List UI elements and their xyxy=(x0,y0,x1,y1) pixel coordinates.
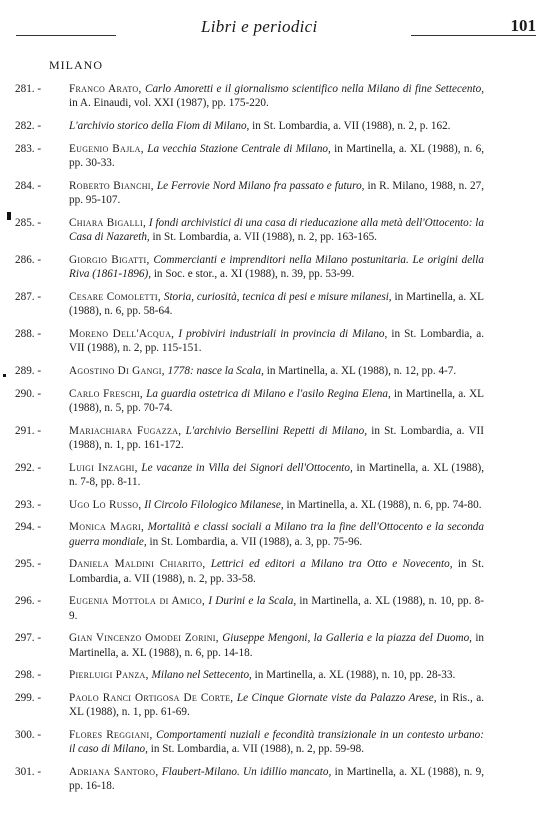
bibliography-entry xyxy=(0,765,550,793)
entry-author: Daniela Maldini Chiarito, xyxy=(69,558,206,571)
entry-number: 288. - xyxy=(15,327,42,340)
bibliography-entry xyxy=(0,557,550,585)
entry-title: La vecchia Stazione Centrale di Milano, xyxy=(147,142,331,155)
entry-number: 292. - xyxy=(15,461,42,474)
entry-author: Eugenia Mottola di Amico, xyxy=(69,595,206,608)
entry-citation: in Martinella, a. XL (1988), n. 6, pp. 30-33. xyxy=(69,142,485,169)
bibliography-entry xyxy=(0,631,550,659)
entry-title: I fondi archivistici di una casa di rieducazione alla metà dell'Ottocento: la Casa di Nazareth, xyxy=(69,216,484,243)
entry-number: 293. - xyxy=(15,498,42,511)
entry-citation: in A. Einaudi, vol. XXI (1987), pp. 175-220. xyxy=(69,97,269,110)
page-number: 101 xyxy=(510,16,536,35)
entry-title: Le Cinque Giornate viste da Palazzo Arese, xyxy=(236,692,437,705)
bibliography-entry xyxy=(0,498,550,512)
header-rule-left xyxy=(16,35,116,36)
bibliography-entry xyxy=(0,216,550,244)
entry-citation: in Martinella, a. XL (1988), n. 6, pp. 58-64. xyxy=(69,290,484,317)
entry-title: Comportamenti nuziali e fecondità transizionale in un contesto urbano: il caso di Milano, xyxy=(69,729,484,756)
entry-title: L'archivio storico della Fiom di Milano, xyxy=(69,120,250,132)
entry-citation: in St. Lombardia, a. VII (1988), n. 2, pp. 59-98. xyxy=(147,743,364,756)
entry-citation: in Martinella, a. XL (1988), n. 9, pp. 16-18. xyxy=(69,766,485,793)
entry-number: 284. - xyxy=(15,179,42,192)
entry-title: Carlo Amoretti e il giornalismo scientifico nella Milano di fine Settecento, xyxy=(144,83,484,95)
entry-citation: in Soc. e stor., a. XI (1988), n. 39, pp. 53-99. xyxy=(151,268,355,280)
entry-number: 289. - xyxy=(15,364,42,377)
entry-citation: in St. Lombardia, a. VII (1988), n. 2, pp. 163-165. xyxy=(149,231,377,243)
bibliography-entry xyxy=(0,668,550,682)
entry-title: Lettrici ed editori a Milano tra Otto e Novecento, xyxy=(210,558,453,571)
page-header xyxy=(16,14,536,42)
entry-author: Mariachiara Fugazza, xyxy=(69,424,182,437)
entry-title: Flaubert-Milano. Un idillio mancato, xyxy=(161,766,332,779)
entry-number: 299. - xyxy=(15,692,42,705)
entry-author: Chiara Bigalli, xyxy=(69,216,147,229)
entry-citation: in Ris., a. XL (1988), n. 1, pp. 61-69. xyxy=(69,692,485,719)
entry-author: Carlo Freschi, xyxy=(69,387,144,400)
bibliography-entry xyxy=(0,82,550,110)
entry-number: 296. - xyxy=(15,595,42,608)
entry-number: 290. - xyxy=(15,387,42,400)
entry-author: Moreno Dell'Acqua, xyxy=(69,327,175,340)
bibliography-entry xyxy=(0,253,550,281)
entry-citation: in Martinella, a. XL (1988), n. 6, pp. 74-80. xyxy=(283,498,482,511)
section-title: MILANO xyxy=(49,58,103,72)
bibliography-entry xyxy=(0,424,550,452)
entry-number: 294. - xyxy=(15,521,42,534)
entry-number: 291. - xyxy=(15,424,42,437)
entry-author: Ugo Lo Russo, xyxy=(69,498,142,511)
entry-citation: in Martinella, a. XL (1988), n. 7-8, pp. 8-11. xyxy=(69,461,485,488)
entry-author: Gian Vincenzo Omodei Zorini, xyxy=(69,632,219,645)
entry-citation: in Martinella, a. XL (1988), n. 6, pp. 14-18. xyxy=(69,632,485,659)
bibliography-entry xyxy=(0,119,550,133)
entry-title: Le Ferrovie Nord Milano fra passato e futuro, xyxy=(156,179,365,192)
entry-number: 297. - xyxy=(15,632,42,645)
entry-author: Monica Magri, xyxy=(69,521,145,534)
entry-author: Paolo Ranci Ortigosa De Corte, xyxy=(69,692,234,705)
bibliography-entry xyxy=(0,142,550,170)
entry-citation: in St. Lombardia, a. VII (1988), n. 2, p. 162. xyxy=(249,120,451,132)
bibliography-entry xyxy=(0,364,550,378)
entry-title: Giuseppe Mengoni, la Galleria e la piazza del Duomo, xyxy=(222,632,472,645)
bibliography-entry xyxy=(0,691,550,719)
bibliography-entry xyxy=(0,327,550,355)
entry-author: Luigi Inzaghi, xyxy=(69,461,138,474)
entry-citation: in St. Lombardia, a. VII (1988), n. 1, pp. 161-172. xyxy=(69,424,484,451)
entry-author: Roberto Bianchi, xyxy=(69,179,154,192)
entry-citation: in St. Lombardia, a. VII (1988), a. 3, pp. 75-96. xyxy=(146,535,363,548)
bibliography-entry xyxy=(0,520,550,548)
entry-citation: in Martinella, a. XL (1988), n. 12, pp. 4-7. xyxy=(263,364,457,377)
entry-number: 298. - xyxy=(15,669,42,682)
entry-title: I Durini e la Scala, xyxy=(208,595,297,608)
entry-number: 286. - xyxy=(15,253,42,266)
entry-number: 283. - xyxy=(15,142,42,155)
running-title: Libri e periodici xyxy=(201,17,318,36)
entry-title: Commercianti e imprenditori nella Milano postunitaria. Le origini della Riva (1861-1896), xyxy=(69,253,484,280)
entry-author: Franco Arato, xyxy=(69,83,142,95)
bibliography-entry xyxy=(0,290,550,318)
entry-title: Storia, curiosità, tecnica di pesi e misure milanesi, xyxy=(163,290,392,303)
entry-author: Giorgio Bigatti, xyxy=(69,253,150,266)
entry-author: Agostino Di Gangi, xyxy=(69,364,165,377)
entry-number: 295. - xyxy=(15,558,42,571)
entry-number: 301. - xyxy=(15,766,42,779)
entry-title: L'archivio Bersellini Repetti di Milano, xyxy=(185,424,367,437)
entry-author: Pierluigi Panza, xyxy=(69,669,149,682)
entry-number: 287. - xyxy=(15,290,42,303)
entry-title: La guardia ostetrica di Milano e l'asilo Regina Elena, xyxy=(146,387,391,400)
entry-citation: in Martinella, a. XL (1988), n. 5, pp. 70-74. xyxy=(69,387,484,414)
entry-title: Le vacanze in Villa dei Signori dell'Ottocento, xyxy=(141,461,353,474)
entry-title: 1778: nasce la Scala, xyxy=(167,364,264,377)
entry-citation: in R. Milano, 1988, n. 27, pp. 95-107. xyxy=(69,179,484,206)
entry-author: Eugenio Bajla, xyxy=(69,142,144,155)
bibliography-entry xyxy=(0,387,550,415)
bibliography-entry xyxy=(0,728,550,756)
entry-number: 282. - xyxy=(15,120,42,132)
entry-author: Cesare Comoletti, xyxy=(69,290,161,303)
entry-title: Il Circolo Filologico Milanese, xyxy=(144,498,284,511)
entry-number: 300. - xyxy=(15,729,42,742)
entry-citation: in St. Lombardia, a. VII (1988), n. 2, pp. 115-151. xyxy=(69,327,485,354)
entry-author: Flores Reggiani, xyxy=(69,729,153,742)
entry-number: 281. - xyxy=(15,83,42,95)
entry-citation: in St. Lombardia, a. VII (1988), n. 2, pp. 33-58. xyxy=(69,558,484,585)
entry-title: Milano nel Settecento, xyxy=(151,669,252,682)
bibliography-entry xyxy=(0,594,550,622)
entry-author: Adriana Santoro, xyxy=(69,766,159,779)
entry-citation: in Martinella, a. XL (1988), n. 10, pp. 8-9. xyxy=(69,595,484,622)
entry-number: 285. - xyxy=(15,216,42,229)
bibliography-list xyxy=(0,82,550,802)
bibliography-entry xyxy=(0,179,550,207)
entry-citation: in Martinella, a. XL (1988), n. 10, pp. 28-33. xyxy=(251,669,456,682)
entry-title: Mortalità e classi sociali a Milano tra la fine dell'Ottocento e la seconda guerra mondiale, xyxy=(69,521,484,548)
entry-title: I probiviri industriali in provincia di Milano, xyxy=(178,327,388,340)
bibliography-entry xyxy=(0,461,550,489)
